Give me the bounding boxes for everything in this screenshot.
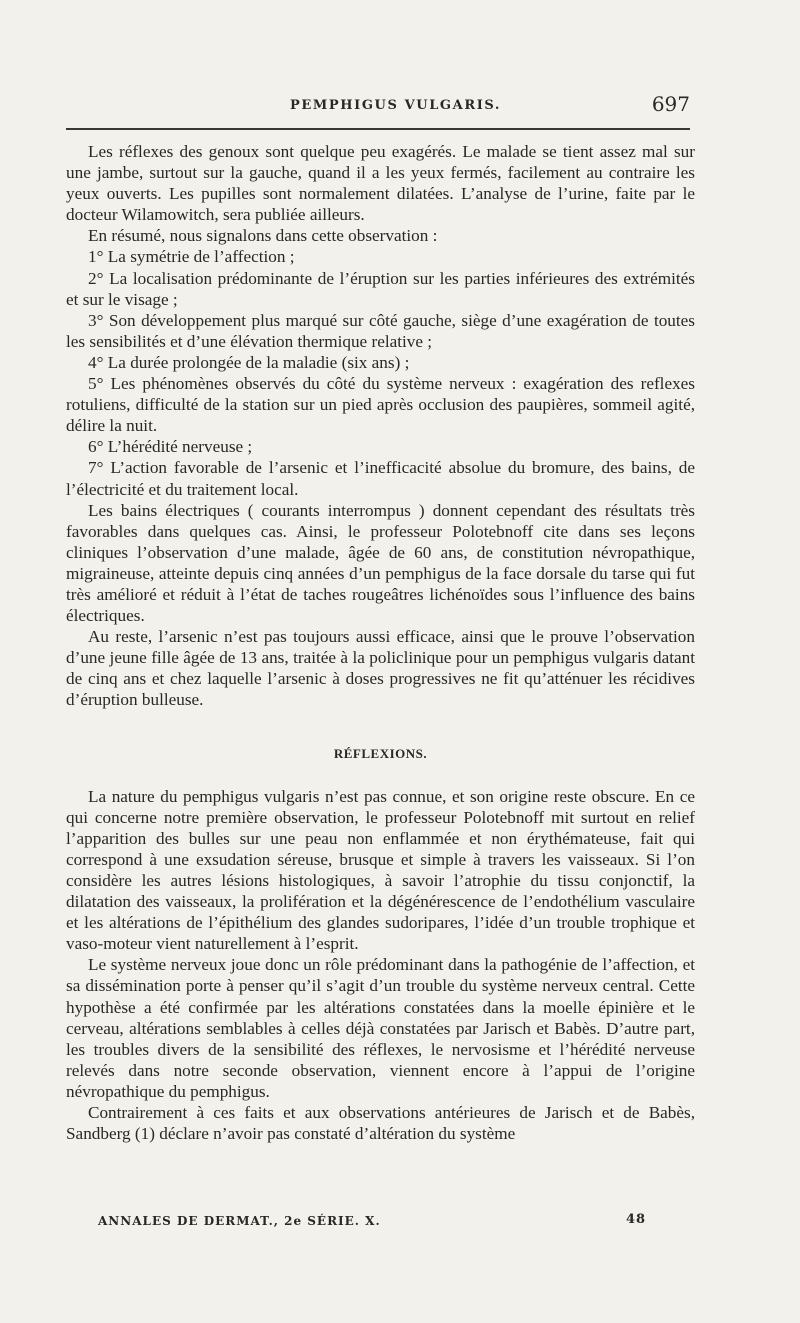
paragraph: Au reste, l’arsenic n’est pas toujours aussi efficace, ainsi que le prouve l’observation d’une jeune fille âgée de 13 ans, traitée à la policlinique pour un pemphigus vulgaris datant de cinq ans et chez laquelle l’arsenic à doses progressives ne fit qu’atténuer les récidives d’éruption bulleuse. [66,627,695,710]
list-item: 5° Les phénomènes observés du côté du système nerveux : exagération des reflexes rotuliens, difficulté de la station sur un pied après occlusion des paupières, sommeil agité, délire la nuit. [66,374,695,436]
paragraph: Les réflexes des genoux sont quelque peu exagérés. Le malade se tient assez mal sur une jambe, surtout sur la gauche, quand il a les yeux fermés, facilement au contraire les yeux ouverts. Les pupilles sont normalement dilatées. L’analyse de l’urine, faite par le docteur Wilamowitch, sera publiée ailleurs. [66,142,695,225]
body-text [66,141,695,1144]
paragraph: Les bains électriques ( courants interrompus ) donnent cependant des résultats très favorables dans quelques cas. Ainsi, le professeur Polotebnoff cite dans ses leçons cliniques l’observation d’une malade, âgée de 60 ans, de constitution névropathique, migraineuse, atteinte depuis cinq années d’un pemphigus de la face dorsale du tarse qui fut très amélioré et réduit à l’état de taches rougeâtres lichénoïdes sous l’influence des bains électriques. [66,500,695,626]
header-rule [66,128,690,130]
list-item: 2° La localisation prédominante de l’éruption sur les parties inférieures des extrémités et sur le visage ; [66,268,695,309]
paragraph: Le système nerveux joue donc un rôle prédominant dans la pathogénie de l’affection, et sa dissémination porte à penser qu’il s’agit d’un trouble du système nerveux central. Cette hypothèse a été confirmée par les altérations constatées dans la moelle épinière et le cerveau, altérations semblables à celles déjà constatées par Jarisch et Babès. D’autre part, les troubles divers de la sensibilité des réflexes, le nervosisme et l’hérédité nerveuse relevés dans notre seconde observation, viennent encore à l’appui de l’origine névropathique du pemphigus. [66,955,695,1101]
list-item: 4° La durée prolongée de la maladie (six ans) ; [88,352,410,372]
paragraph: Contrairement à ces faits et aux observations antérieures de Jarisch et de Babès, Sandberg (1) déclare n’avoir pas constaté d’altération du système [66,1103,695,1144]
paragraph: La nature du pemphigus vulgaris n’est pas connue, et son origine reste obscure. En ce qui concerne notre première observation, le professeur Polotebnoff mit surtout en relief l’apparition des bulles sur une peau non enflammée et non érythémateuse, fait qui correspond à une exsudation séreuse, brusque et simple à travers les vaisseaux. Si l’on considère les autres lésions histologiques, à savoir l’atrophie du tissu conjonctif, la dilatation des vaisseaux, la prolifération et la dégénérescence de l’endothélium vasculaire et les altérations de l’épithélium des glandes sudoripares, l’idée d’un trouble trophique et vaso-moteur vient naturellement à l’esprit. [66,786,695,954]
list-item: 7° L’action favorable de l’arsenic et l’inefficacité absolue du bromure, des bains, de l’électricité et du traitement local. [66,458,695,499]
running-title: PEMPHIGUS VULGARIS. [290,98,502,113]
paragraph: En résumé, nous signalons dans cette observation : [88,226,438,246]
page-header [66,92,690,122]
page-number: 697 [651,92,690,116]
section-heading: RÉFLEXIONS. [333,745,428,761]
list-item: 6° L’hérédité nerveuse ; [88,437,253,457]
page-footer [98,1210,658,1230]
list-item: 1° La symétrie de l’affection ; [88,247,295,267]
signature-mark: 48 [626,1212,647,1227]
list-item: 3° Son développement plus marqué sur côté gauche, siège d’une exagération de toutes les sensibilités et d’une élévation thermique relative ; [66,310,695,351]
journal-footer: ANNALES DE DERMAT., 2e SÉRIE. X. [98,1214,381,1228]
